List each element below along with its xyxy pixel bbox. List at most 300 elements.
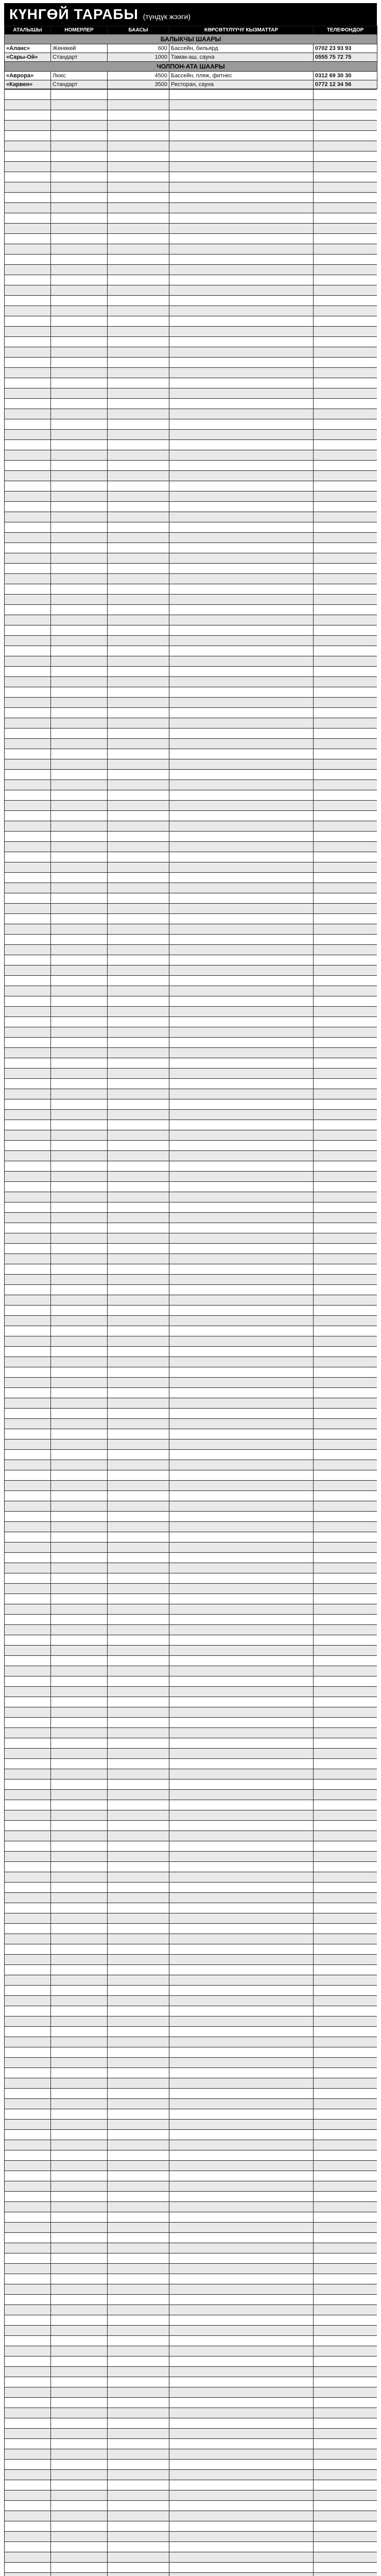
table-cell [169, 1759, 314, 1769]
table-cell [5, 285, 51, 296]
table-row [5, 1089, 377, 1099]
table-cell [5, 832, 51, 842]
table-cell [314, 1069, 377, 1079]
table-cell [5, 224, 51, 234]
table-cell [108, 358, 169, 368]
table-cell [108, 275, 169, 285]
table-cell [314, 2243, 377, 2253]
table-row [5, 862, 377, 873]
table-cell [51, 327, 108, 337]
table-cell [5, 2315, 51, 2326]
table-cell [108, 492, 169, 502]
table-cell [5, 883, 51, 893]
table-cell [169, 533, 314, 543]
table-cell [314, 203, 377, 213]
table-cell [108, 1213, 169, 1223]
table-cell [51, 2006, 108, 2016]
table-cell [51, 728, 108, 739]
table-row [5, 935, 377, 945]
table-row [5, 1718, 377, 1728]
table-cell [314, 862, 377, 873]
table-cell [314, 347, 377, 358]
table-cell [5, 2284, 51, 2295]
table-cell [108, 1594, 169, 1604]
table-row [5, 1996, 377, 2006]
table-cell [108, 1718, 169, 1728]
table-row [5, 1233, 377, 1244]
table-cell [314, 1192, 377, 1202]
table-cell [51, 419, 108, 430]
table-cell [169, 790, 314, 801]
table-cell [5, 440, 51, 450]
table-cell [169, 1027, 314, 1038]
table-cell [108, 1275, 169, 1285]
table-cell [314, 2171, 377, 2181]
table-cell [314, 698, 377, 708]
table-cell [51, 296, 108, 306]
table-cell [5, 2470, 51, 2480]
room-type: Люкс [51, 72, 108, 80]
table-row [5, 1707, 377, 1718]
table-cell [5, 481, 51, 492]
table-row [5, 2212, 377, 2223]
table-cell [5, 2161, 51, 2171]
table-cell [169, 1872, 314, 1883]
table-row [5, 1501, 377, 1512]
table-cell [314, 1955, 377, 1965]
table-cell [314, 811, 377, 821]
col-rooms: НОМЕРЛЕР [51, 26, 108, 35]
table-cell [314, 2109, 377, 2120]
table-cell [314, 687, 377, 698]
table-cell [5, 2181, 51, 2192]
table-cell [5, 2398, 51, 2408]
table-cell [108, 1130, 169, 1141]
table-cell [169, 1883, 314, 1893]
table-cell [314, 976, 377, 986]
table-cell [51, 2377, 108, 2387]
table-cell [169, 1573, 314, 1584]
table-row [5, 893, 377, 904]
table-cell [108, 2367, 169, 2377]
table-cell [5, 1027, 51, 1038]
table-cell [108, 1676, 169, 1687]
table-cell [314, 172, 377, 182]
table-cell [51, 1841, 108, 1852]
table-cell [108, 224, 169, 234]
table-cell [314, 893, 377, 904]
table-cell [108, 2284, 169, 2295]
table-cell [5, 2089, 51, 2099]
table-cell [108, 368, 169, 378]
phone: 0555 75 72 75 [314, 53, 377, 62]
table-cell [108, 1069, 169, 1079]
table-cell [51, 2573, 108, 2576]
table-cell [5, 2429, 51, 2439]
table-cell [108, 2027, 169, 2037]
table-cell [314, 419, 377, 430]
table-cell [5, 1625, 51, 1635]
table-cell [169, 852, 314, 862]
table-cell [51, 2212, 108, 2223]
table-row [5, 2490, 377, 2501]
table-cell [108, 1460, 169, 1470]
table-cell [169, 2377, 314, 2387]
table-cell [51, 739, 108, 749]
table-cell [169, 1707, 314, 1718]
table-cell [314, 945, 377, 955]
table-cell [314, 1656, 377, 1666]
table-cell [314, 368, 377, 378]
table-cell [314, 1316, 377, 1326]
table-cell [51, 2470, 108, 2480]
table-cell [314, 409, 377, 419]
price: 3500 [108, 80, 169, 89]
table-cell [108, 2171, 169, 2181]
table-cell [108, 1058, 169, 1069]
table-cell [5, 873, 51, 883]
table-cell [314, 399, 377, 409]
table-cell [314, 1810, 377, 1821]
table-cell [314, 1584, 377, 1594]
hotel-name: «Аланс» [5, 44, 51, 53]
table-cell [51, 2305, 108, 2315]
table-cell [51, 1697, 108, 1707]
table-cell [51, 2089, 108, 2099]
table-row [5, 419, 377, 430]
table-row [5, 924, 377, 935]
table-cell [51, 801, 108, 811]
table-cell [314, 1646, 377, 1656]
table-cell [51, 522, 108, 533]
table-cell [108, 2150, 169, 2161]
table-cell [108, 213, 169, 224]
table-cell [5, 1099, 51, 1110]
table-row [5, 2470, 377, 2480]
table-row [5, 275, 377, 285]
table-cell [5, 2016, 51, 2027]
table-cell [169, 2171, 314, 2181]
table-row [5, 1172, 377, 1182]
col-phone: ТЕЛЕФОНДОР [314, 26, 377, 35]
table-cell [108, 1604, 169, 1615]
table-cell [169, 543, 314, 553]
table-cell [51, 141, 108, 151]
table-cell [314, 2573, 377, 2576]
table-row [5, 1161, 377, 1172]
table-cell [108, 182, 169, 193]
table-cell [51, 1048, 108, 1058]
table-cell [5, 976, 51, 986]
table-cell [108, 1975, 169, 1986]
table-cell [51, 2109, 108, 2120]
table-row [5, 2161, 377, 2171]
table-row [5, 1944, 377, 1955]
table-cell [169, 1810, 314, 1821]
table-cell [108, 1120, 169, 1130]
table-row [5, 2326, 377, 2336]
table-cell [51, 1893, 108, 1903]
table-cell [51, 378, 108, 388]
table-cell [314, 2047, 377, 2058]
table-cell [5, 1913, 51, 1924]
col-services: КӨРСӨТҮЛҮҮЧҮ КЫЗМАТТАР [169, 26, 314, 35]
table-cell [51, 512, 108, 522]
table-row [5, 1903, 377, 1913]
table-cell [51, 646, 108, 656]
table-row [5, 2192, 377, 2202]
table-cell [5, 1749, 51, 1759]
table-cell [51, 1450, 108, 1460]
table-row [5, 2274, 377, 2284]
table-cell [51, 852, 108, 862]
table-cell [51, 461, 108, 471]
table-row [5, 2460, 377, 2470]
table-cell [51, 718, 108, 728]
table-cell [169, 1460, 314, 1470]
table-cell [51, 842, 108, 852]
table-cell [5, 2223, 51, 2233]
table-cell [51, 1687, 108, 1697]
table-cell [314, 224, 377, 234]
table-cell [5, 801, 51, 811]
table-cell [169, 110, 314, 121]
table-cell [169, 2326, 314, 2336]
table-cell [51, 399, 108, 409]
table-cell [314, 2408, 377, 2418]
table-cell [108, 1192, 169, 1202]
table-cell [108, 543, 169, 553]
table-cell [314, 2006, 377, 2016]
table-cell [5, 1491, 51, 1501]
table-cell [5, 182, 51, 193]
table-row [5, 2006, 377, 2016]
table-cell [51, 2243, 108, 2253]
table-cell [314, 821, 377, 832]
table-row [5, 625, 377, 636]
table-row [5, 553, 377, 564]
table-cell [314, 2501, 377, 2511]
table-cell [314, 1532, 377, 1543]
table-cell [169, 1697, 314, 1707]
table-cell [5, 543, 51, 553]
table-cell [51, 100, 108, 110]
table-row [5, 728, 377, 739]
table-cell [108, 471, 169, 481]
table-row [5, 1615, 377, 1625]
table-cell [314, 1099, 377, 1110]
table-row [5, 1223, 377, 1233]
table-cell [51, 316, 108, 327]
table-row [5, 461, 377, 471]
table-cell [169, 2140, 314, 2150]
table-cell [314, 646, 377, 656]
table-cell [169, 862, 314, 873]
table-cell [169, 1316, 314, 1326]
table-cell [169, 430, 314, 440]
table-cell [314, 1625, 377, 1635]
table-cell [5, 1079, 51, 1089]
table-cell [169, 461, 314, 471]
table-cell [5, 2573, 51, 2576]
table-cell [5, 935, 51, 945]
table-cell [51, 481, 108, 492]
table-cell [108, 852, 169, 862]
table-cell [51, 2078, 108, 2089]
table-cell [51, 2315, 108, 2326]
table-cell [108, 388, 169, 399]
table-cell [108, 646, 169, 656]
table-cell [51, 2233, 108, 2243]
table-cell [108, 1439, 169, 1450]
table-row [5, 2480, 377, 2490]
table-row [5, 2346, 377, 2357]
table-cell [169, 1244, 314, 1254]
table-row [5, 811, 377, 821]
table-cell [169, 1831, 314, 1841]
table-cell [51, 2532, 108, 2542]
table-cell [5, 1512, 51, 1522]
table-cell [51, 1357, 108, 1367]
table-cell [169, 2120, 314, 2130]
table-cell [314, 1512, 377, 1522]
table-cell [169, 1676, 314, 1687]
table-row [5, 131, 377, 141]
table-cell [314, 2150, 377, 2161]
table-cell [314, 1594, 377, 1604]
table-cell [169, 615, 314, 625]
table-cell [51, 1573, 108, 1584]
table-row [5, 708, 377, 718]
table-cell [5, 1718, 51, 1728]
table-cell [314, 1110, 377, 1120]
table-cell [108, 450, 169, 461]
table-cell [169, 2202, 314, 2212]
table-cell [169, 388, 314, 399]
table-cell [108, 512, 169, 522]
table-cell [51, 955, 108, 965]
table-cell [51, 440, 108, 450]
table-cell [108, 419, 169, 430]
table-cell [314, 1378, 377, 1388]
table-row [5, 945, 377, 955]
table-cell [169, 1800, 314, 1810]
table-cell [314, 533, 377, 543]
table-cell [108, 770, 169, 780]
table-cell [169, 2192, 314, 2202]
table-cell [169, 955, 314, 965]
table-cell [169, 358, 314, 368]
table-row [5, 1862, 377, 1872]
table-cell [169, 2490, 314, 2501]
table-row [5, 2377, 377, 2387]
table-cell [314, 1038, 377, 1048]
table-cell [51, 1625, 108, 1635]
table-cell [51, 1790, 108, 1800]
table-row [5, 1800, 377, 1810]
table-cell [314, 2284, 377, 2295]
table-cell [169, 2429, 314, 2439]
table-cell [169, 1635, 314, 1646]
table-row [5, 2542, 377, 2552]
table-cell [51, 2284, 108, 2295]
table-row [5, 832, 377, 842]
table-cell [51, 1903, 108, 1913]
table-cell [169, 2501, 314, 2511]
table-cell [169, 1481, 314, 1491]
table-cell [169, 636, 314, 646]
table-cell [314, 1285, 377, 1295]
table-cell [108, 172, 169, 182]
table-cell [5, 388, 51, 399]
table-row [5, 1295, 377, 1306]
table-row [5, 1409, 377, 1419]
table-cell [5, 893, 51, 904]
table-cell [51, 2202, 108, 2212]
table-cell [108, 1769, 169, 1780]
table-cell [108, 2387, 169, 2398]
table-row [5, 1357, 377, 1367]
table-cell [51, 1367, 108, 1378]
table-cell [108, 2233, 169, 2243]
table-cell [314, 543, 377, 553]
table-row [5, 1749, 377, 1759]
table-cell [314, 2490, 377, 2501]
table-cell [314, 296, 377, 306]
table-cell [169, 409, 314, 419]
table-cell [169, 1007, 314, 1017]
table-cell [169, 584, 314, 595]
table-cell [169, 2233, 314, 2243]
table-cell [314, 1141, 377, 1151]
table-cell [5, 1522, 51, 1532]
table-cell [314, 121, 377, 131]
table-row [5, 2202, 377, 2212]
table-row [5, 2532, 377, 2542]
table-cell [314, 904, 377, 914]
table-cell [314, 1264, 377, 1275]
table-cell [51, 976, 108, 986]
table-row [5, 358, 377, 368]
table-row [5, 533, 377, 543]
table-cell [314, 986, 377, 996]
table-cell [169, 2068, 314, 2078]
table-row [5, 1841, 377, 1852]
table-cell [314, 2161, 377, 2171]
table-cell [314, 1738, 377, 1749]
table-row [5, 203, 377, 213]
table-row [5, 1975, 377, 1986]
table-cell [169, 100, 314, 110]
table-cell [51, 1512, 108, 1522]
table-cell [5, 2552, 51, 2563]
table-cell [51, 1800, 108, 1810]
table-row [5, 1893, 377, 1903]
table-cell [51, 1007, 108, 1017]
table-cell [169, 1347, 314, 1357]
table-cell [314, 1398, 377, 1409]
table-cell [108, 2336, 169, 2346]
table-row [5, 2016, 377, 2027]
table-cell [314, 2233, 377, 2243]
table-cell [314, 471, 377, 481]
table-row [5, 1563, 377, 1573]
table-row [5, 1646, 377, 1656]
table-cell [108, 2408, 169, 2418]
table-cell [51, 1182, 108, 1192]
table-cell [169, 2016, 314, 2027]
table-cell [314, 275, 377, 285]
